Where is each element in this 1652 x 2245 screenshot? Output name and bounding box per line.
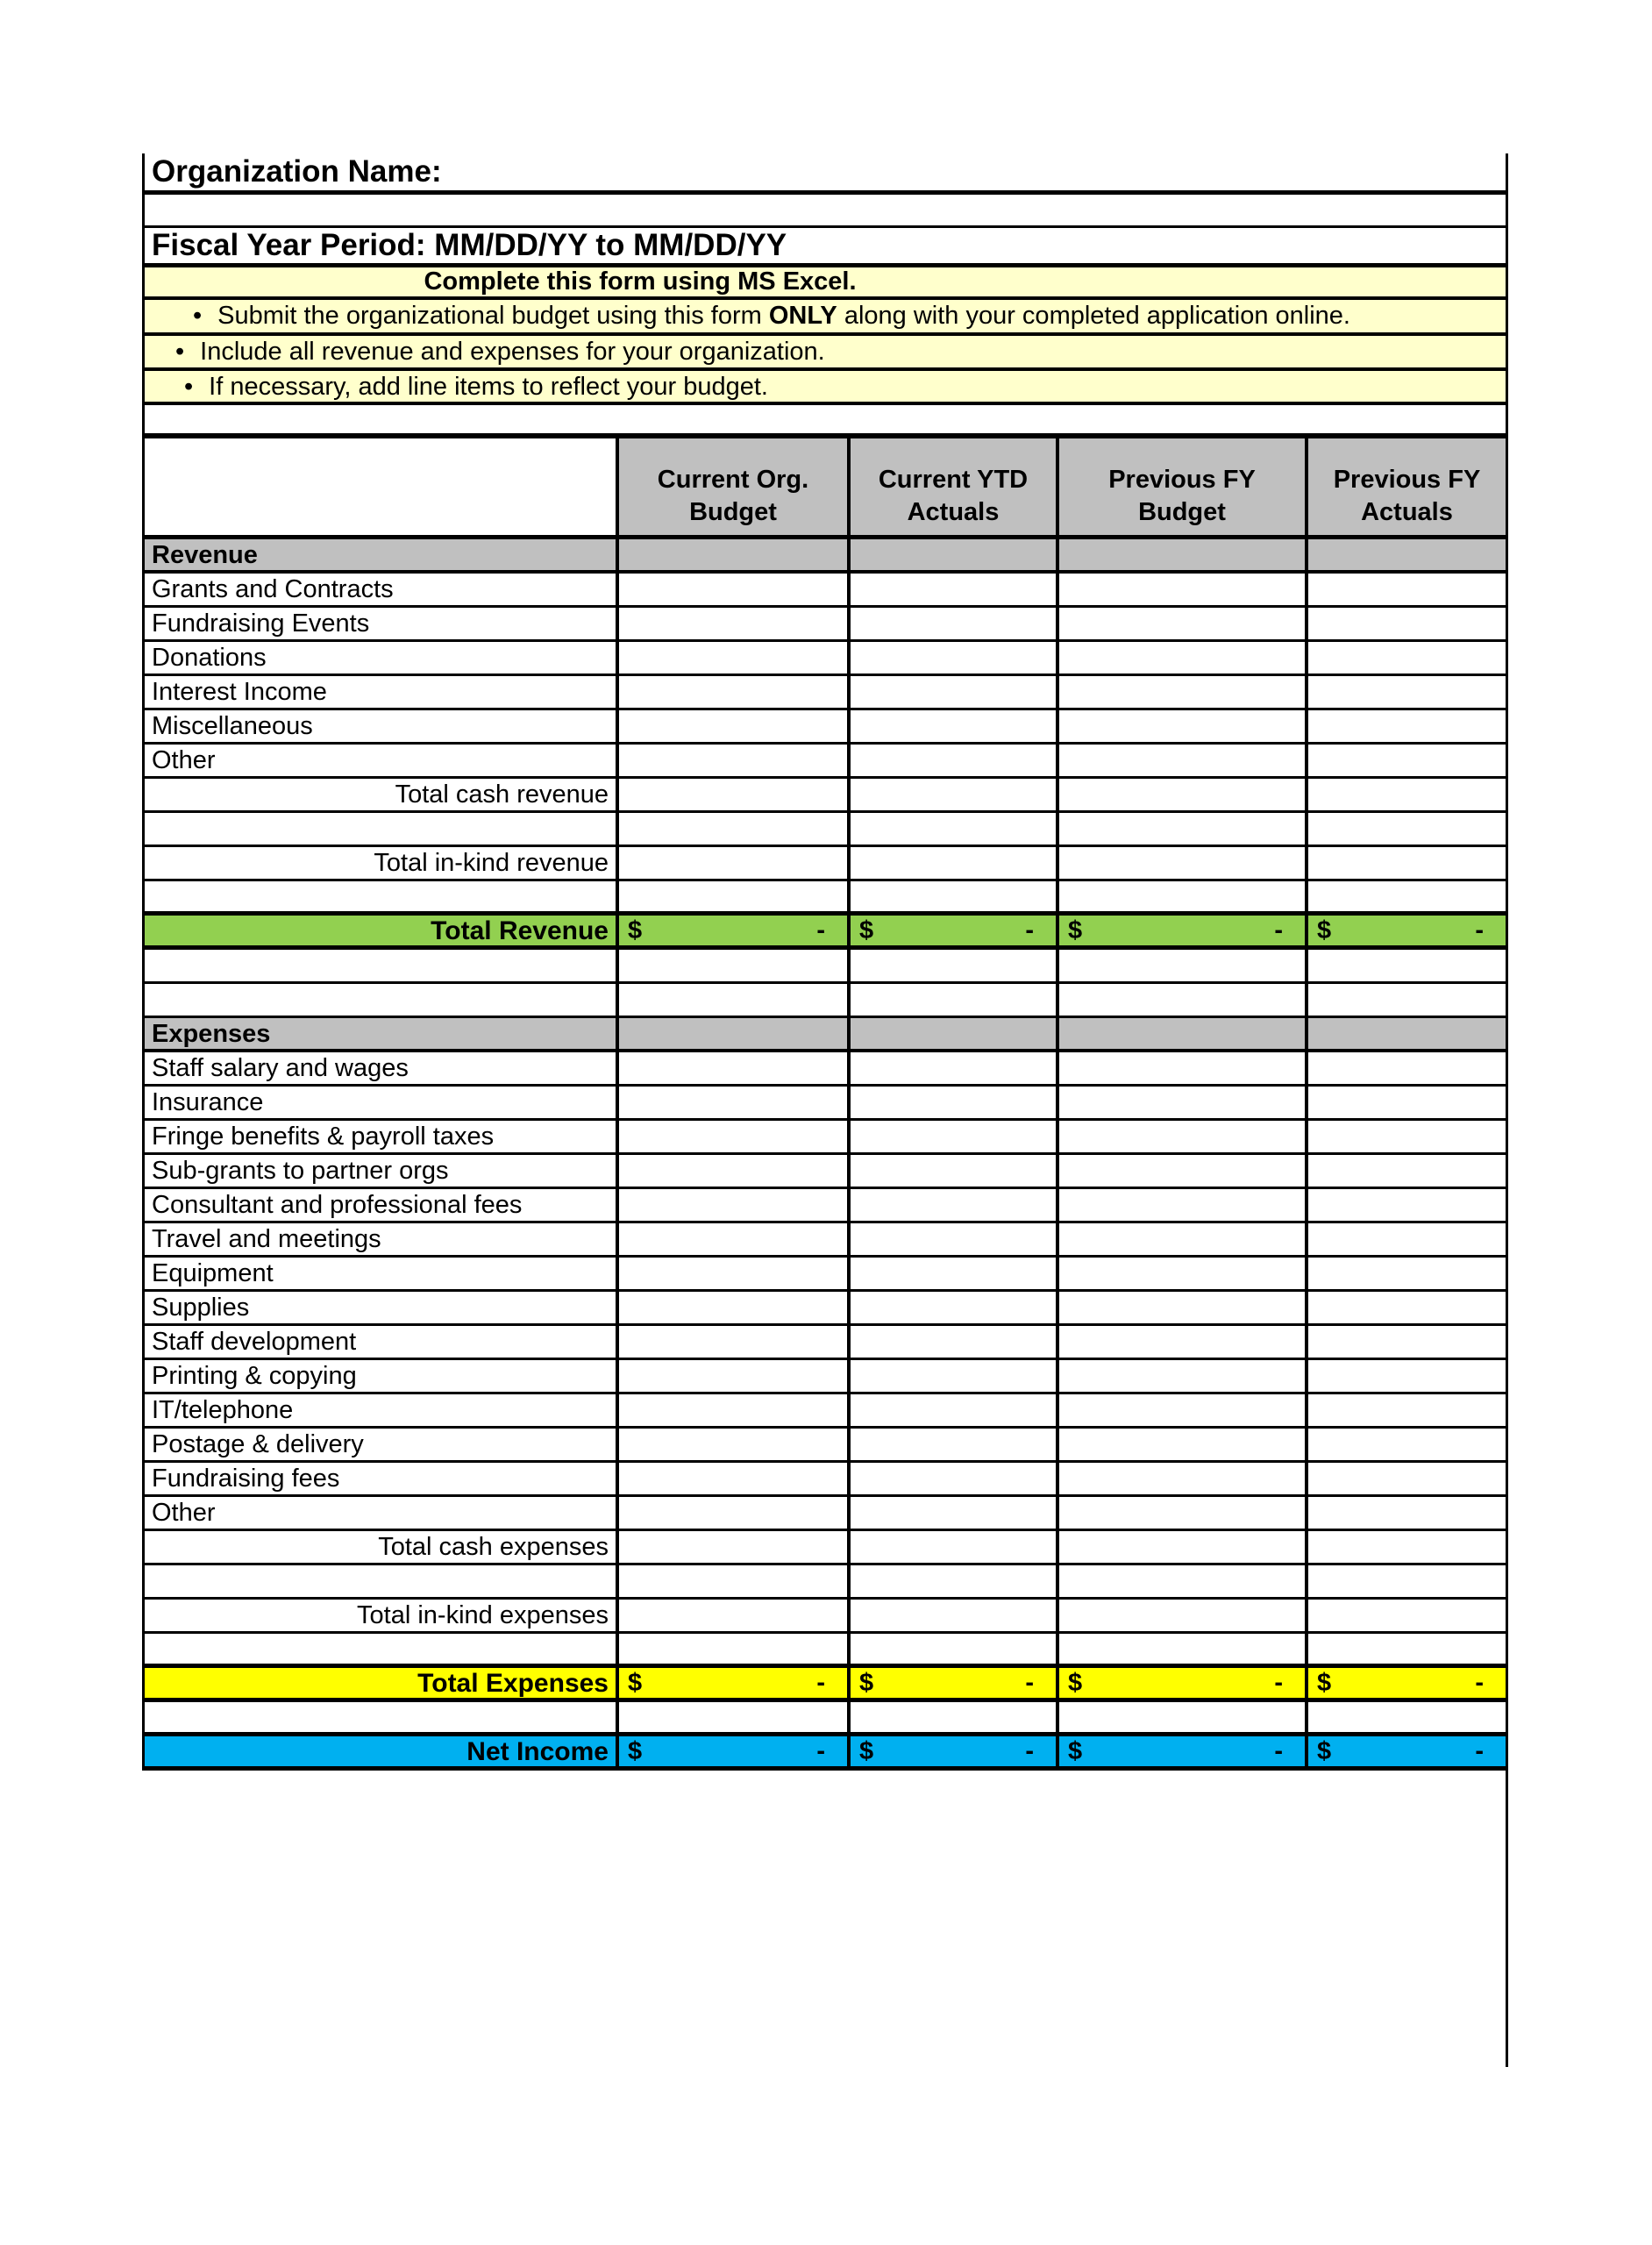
bullet-text: If necessary, add line items to reflect your budget. <box>209 373 768 401</box>
value-cell[interactable] <box>1056 1087 1305 1118</box>
empty-amount: - <box>1475 1736 1484 1765</box>
empty-amount: - <box>816 1668 825 1697</box>
expense-item-row <box>145 1223 1506 1258</box>
subtotal-label: Total in-kind revenue <box>374 849 609 877</box>
bullet-item <box>145 300 1506 332</box>
value-cell[interactable] <box>847 984 1056 1016</box>
row-label: Miscellaneous <box>152 712 313 740</box>
value-cell[interactable] <box>616 1497 847 1529</box>
section-cell <box>616 1018 847 1049</box>
bullet-icon: • <box>193 302 203 330</box>
row-label: Other <box>152 746 216 774</box>
value-cell[interactable] <box>847 642 1056 674</box>
currency-symbol: $ <box>1317 916 1332 944</box>
section-cell <box>616 539 847 570</box>
value-cell[interactable] <box>1305 642 1506 674</box>
value-cell[interactable] <box>1056 881 1305 911</box>
value-cell[interactable] <box>847 1360 1056 1392</box>
value-cell[interactable] <box>1056 608 1305 639</box>
revenue-section-row <box>145 539 1506 574</box>
section-cell <box>1056 1018 1305 1049</box>
total-revenue-row <box>145 916 1506 950</box>
total-expenses-row <box>145 1668 1506 1702</box>
row-label: Printing & copying <box>152 1362 357 1390</box>
value-cell[interactable] <box>1056 710 1305 742</box>
value-cell[interactable] <box>616 1292 847 1323</box>
blank-row <box>145 1634 1506 1668</box>
value-cell[interactable] <box>1056 1326 1305 1358</box>
empty-amount: - <box>1274 1736 1283 1765</box>
value-cell[interactable] <box>1305 1292 1506 1323</box>
value-cell[interactable] <box>847 1292 1056 1323</box>
value-cell[interactable] <box>1305 676 1506 708</box>
value-cell[interactable] <box>616 881 847 911</box>
header-current-ytd-actuals <box>847 438 1056 535</box>
header-line1: Current YTD <box>878 466 1029 494</box>
value-cell[interactable] <box>616 608 847 639</box>
subtotal-cell <box>1056 847 1305 879</box>
subtotal-label: Total in-kind expenses <box>357 1601 609 1629</box>
blank-cell <box>145 881 616 911</box>
value-cell[interactable] <box>847 881 1056 911</box>
row-label: Staff salary and wages <box>152 1054 409 1082</box>
value-cell[interactable] <box>1305 1087 1506 1118</box>
value-cell[interactable] <box>847 1258 1056 1289</box>
revenue-item-row <box>145 676 1506 710</box>
value-cell[interactable] <box>847 1326 1056 1358</box>
blank-row <box>145 813 1506 847</box>
currency-symbol: $ <box>1317 1736 1332 1765</box>
value-cell[interactable] <box>847 1497 1056 1529</box>
value-cell[interactable] <box>1056 950 1305 981</box>
bullet-icon: • <box>184 373 194 401</box>
value-cell[interactable] <box>1056 1394 1305 1426</box>
subtotal-cell <box>847 1600 1056 1631</box>
subtotal-cell <box>1305 779 1506 810</box>
expense-item-row <box>145 1189 1506 1223</box>
section-cell <box>847 539 1056 570</box>
value-cell[interactable] <box>1305 1497 1506 1529</box>
header-line2: Actuals <box>1361 498 1453 526</box>
value-cell[interactable] <box>847 1087 1056 1118</box>
subtotal-cell <box>847 847 1056 879</box>
bullet-icon: • <box>175 338 185 366</box>
subtotal-cell <box>616 847 847 879</box>
value-cell[interactable] <box>1056 574 1305 605</box>
value-cell[interactable] <box>1305 950 1506 981</box>
value-cell[interactable] <box>1305 1394 1506 1426</box>
row-label: Donations <box>152 644 267 672</box>
row-label: Other <box>152 1499 216 1527</box>
empty-amount: - <box>1475 916 1484 944</box>
value-cell[interactable] <box>1056 984 1305 1016</box>
value-cell[interactable] <box>847 813 1056 845</box>
header-line1: Previous FY <box>1108 466 1256 494</box>
value-cell[interactable] <box>616 745 847 776</box>
bullet-item <box>145 336 1506 367</box>
total-revenue-cell <box>1305 916 1506 945</box>
value-cell[interactable] <box>1056 1155 1305 1187</box>
value-cell[interactable] <box>616 1087 847 1118</box>
empty-amount: - <box>816 916 825 944</box>
value-cell[interactable] <box>1056 1189 1305 1221</box>
value-cell[interactable] <box>1305 1155 1506 1187</box>
right-edge-rule <box>1506 1771 1508 2067</box>
expense-item-row <box>145 1292 1506 1326</box>
total-revenue-cell <box>616 916 847 945</box>
value-cell[interactable] <box>1056 1565 1305 1597</box>
revenue-item-row <box>145 574 1506 608</box>
value-cell[interactable] <box>616 1052 847 1084</box>
value-cell[interactable] <box>847 1702 1056 1732</box>
value-cell[interactable] <box>847 1121 1056 1152</box>
column-header-row <box>145 438 1506 539</box>
total-expenses-cell <box>1056 1668 1305 1698</box>
section-cell <box>1305 1018 1506 1049</box>
subtotal-cell <box>847 779 1056 810</box>
value-cell[interactable] <box>616 1634 847 1664</box>
value-cell[interactable] <box>616 676 847 708</box>
value-cell[interactable] <box>616 1565 847 1597</box>
expense-item-row <box>145 1497 1506 1531</box>
blank-cell <box>145 1634 616 1664</box>
blank-row <box>145 984 1506 1018</box>
value-cell[interactable] <box>616 813 847 845</box>
expenses-section-row <box>145 1018 1506 1052</box>
value-cell[interactable] <box>847 1429 1056 1460</box>
value-cell[interactable] <box>1056 1052 1305 1084</box>
value-cell[interactable] <box>1305 1634 1506 1664</box>
value-cell[interactable] <box>1305 1429 1506 1460</box>
currency-symbol: $ <box>1317 1668 1332 1697</box>
currency-symbol: $ <box>859 1668 874 1697</box>
value-cell[interactable] <box>1056 1702 1305 1732</box>
bullet-text-pre: Submit the organizational budget using this form <box>217 302 769 330</box>
expense-item-row <box>145 1052 1506 1087</box>
expenses-section-label: Expenses <box>145 1018 616 1049</box>
total-revenue-cell <box>1056 916 1305 945</box>
revenue-item-row <box>145 745 1506 779</box>
expense-item-row <box>145 1087 1506 1121</box>
value-cell[interactable] <box>616 1360 847 1392</box>
value-cell[interactable] <box>1056 1292 1305 1323</box>
subtotal-cell <box>1305 847 1506 879</box>
subtotal-cash-revenue-row <box>145 779 1506 813</box>
value-cell[interactable] <box>1056 676 1305 708</box>
row-label: Sub-grants to partner orgs <box>152 1157 449 1185</box>
section-cell <box>1305 539 1506 570</box>
header-line1: Current Org. <box>657 466 809 494</box>
bullet-row-submit <box>145 300 1506 336</box>
value-cell[interactable] <box>616 574 847 605</box>
blank-cell <box>145 195 1506 225</box>
bullet-text-post: along with your completed application online. <box>837 302 1350 330</box>
blank-cell <box>145 1565 616 1597</box>
empty-amount: - <box>1274 916 1283 944</box>
bullet-row-include <box>145 336 1506 371</box>
blank-row <box>145 950 1506 984</box>
value-cell[interactable] <box>616 710 847 742</box>
blank-row[interactable] <box>145 405 1506 438</box>
row-label: Grants and Contracts <box>152 575 394 603</box>
value-cell[interactable] <box>1305 881 1506 911</box>
currency-symbol: $ <box>859 916 874 944</box>
value-cell[interactable] <box>1056 1463 1305 1494</box>
empty-amount: - <box>1274 1668 1283 1697</box>
row-label: Fundraising Events <box>152 609 370 638</box>
value-cell[interactable] <box>847 1052 1056 1084</box>
value-cell[interactable] <box>847 1463 1056 1494</box>
value-cell[interactable] <box>616 642 847 674</box>
header-previous-fy-actuals <box>1305 438 1506 535</box>
value-cell[interactable] <box>1305 1052 1506 1084</box>
empty-amount: - <box>1025 1668 1034 1697</box>
value-cell[interactable] <box>1056 1360 1305 1392</box>
expense-item-row <box>145 1326 1506 1360</box>
bullet-item <box>145 371 1506 402</box>
row-label: Fundraising fees <box>152 1465 340 1493</box>
header-spacer-cell <box>145 438 616 535</box>
value-cell[interactable] <box>847 710 1056 742</box>
empty-amount: - <box>1025 916 1034 944</box>
subtotal-cell <box>1056 1531 1305 1563</box>
instruction-note <box>145 267 1506 296</box>
value-cell[interactable] <box>616 1121 847 1152</box>
currency-symbol: $ <box>628 916 643 944</box>
blank-row[interactable] <box>145 195 1506 228</box>
value-cell[interactable] <box>1305 1360 1506 1392</box>
value-cell[interactable] <box>616 1394 847 1426</box>
expense-item-row <box>145 1121 1506 1155</box>
value-cell[interactable] <box>847 1155 1056 1187</box>
value-cell[interactable] <box>1305 745 1506 776</box>
row-label: Equipment <box>152 1259 274 1287</box>
value-cell[interactable] <box>1305 1326 1506 1358</box>
value-cell[interactable] <box>1056 1258 1305 1289</box>
expense-item-row <box>145 1463 1506 1497</box>
total-revenue-cell <box>847 916 1056 945</box>
bullet-text-bold: ONLY <box>768 302 837 330</box>
row-label: Interest Income <box>152 678 327 706</box>
subtotal-cell <box>616 779 847 810</box>
header-line1: Previous FY <box>1333 466 1481 494</box>
revenue-item-row <box>145 642 1506 676</box>
row-label: Fringe benefits & payroll taxes <box>152 1122 495 1151</box>
total-expenses-cell <box>847 1668 1056 1698</box>
value-cell[interactable] <box>616 984 847 1016</box>
subtotal-cash-expenses-row <box>145 1531 1506 1565</box>
total-expenses-cell <box>1305 1668 1506 1698</box>
header-current-org-budget <box>616 438 847 535</box>
header-line2: Actuals <box>907 498 1000 526</box>
currency-symbol: $ <box>1068 916 1083 944</box>
value-cell[interactable] <box>1056 1634 1305 1664</box>
revenue-item-row <box>145 608 1506 642</box>
value-cell[interactable] <box>1305 1463 1506 1494</box>
expense-item-row <box>145 1360 1506 1394</box>
row-label: Consultant and professional fees <box>152 1191 523 1219</box>
value-cell[interactable] <box>1056 1121 1305 1152</box>
section-cell <box>1056 539 1305 570</box>
subtotal-inkind-revenue-row <box>145 847 1506 881</box>
value-cell[interactable] <box>1305 1121 1506 1152</box>
budget-form-table <box>142 153 1508 1771</box>
instruction-note-text: Complete this form using MS Excel. <box>424 267 857 296</box>
blank-cell <box>145 950 616 981</box>
row-label: Supplies <box>152 1294 250 1322</box>
value-cell[interactable] <box>847 608 1056 639</box>
value-cell[interactable] <box>847 1189 1056 1221</box>
value-cell[interactable] <box>1056 642 1305 674</box>
row-label: Postage & delivery <box>152 1430 364 1458</box>
net-income-cell <box>847 1736 1056 1766</box>
net-income-label: Net Income <box>145 1736 616 1766</box>
currency-symbol: $ <box>628 1736 643 1765</box>
value-cell[interactable] <box>847 574 1056 605</box>
header-line2: Budget <box>689 498 777 526</box>
value-cell[interactable] <box>616 1258 847 1289</box>
revenue-item-row <box>145 710 1506 745</box>
subtotal-inkind-expenses-row <box>145 1600 1506 1634</box>
value-cell[interactable] <box>616 1702 847 1732</box>
value-cell[interactable] <box>1305 1702 1506 1732</box>
net-income-cell <box>1056 1736 1305 1766</box>
currency-symbol: $ <box>628 1668 643 1697</box>
value-cell[interactable] <box>847 1223 1056 1255</box>
value-cell[interactable] <box>616 1155 847 1187</box>
blank-row <box>145 1702 1506 1736</box>
row-label: Staff development <box>152 1328 357 1356</box>
subtotal-cell <box>616 1531 847 1563</box>
fiscal-year-row[interactable] <box>145 228 1506 267</box>
net-income-row <box>145 1736 1506 1771</box>
value-cell[interactable] <box>847 950 1056 981</box>
value-cell[interactable] <box>616 1463 847 1494</box>
value-cell[interactable] <box>1305 710 1506 742</box>
subtotal-cell <box>1056 779 1305 810</box>
bullet-row-if-necessary <box>145 371 1506 405</box>
subtotal-cell <box>1305 1531 1506 1563</box>
value-cell[interactable] <box>1305 1189 1506 1221</box>
subtotal-cell <box>1056 1600 1305 1631</box>
value-cell[interactable] <box>1305 608 1506 639</box>
value-cell[interactable] <box>1056 1497 1305 1529</box>
value-cell[interactable] <box>616 1326 847 1358</box>
value-cell[interactable] <box>1305 1223 1506 1255</box>
instruction-note-row <box>145 267 1506 300</box>
row-label: IT/telephone <box>152 1396 294 1424</box>
org-name-row[interactable] <box>145 153 1506 195</box>
value-cell[interactable] <box>616 1223 847 1255</box>
expense-item-row <box>145 1155 1506 1189</box>
value-cell[interactable] <box>847 745 1056 776</box>
subtotal-cell <box>847 1531 1056 1563</box>
value-cell[interactable] <box>1056 1223 1305 1255</box>
section-cell <box>847 1018 1056 1049</box>
expense-item-row <box>145 1429 1506 1463</box>
empty-amount: - <box>816 1736 825 1765</box>
header-line2: Budget <box>1138 498 1226 526</box>
revenue-section-label: Revenue <box>145 539 616 570</box>
value-cell[interactable] <box>1305 1258 1506 1289</box>
value-cell[interactable] <box>1056 1429 1305 1460</box>
subtotal-label: Total cash expenses <box>378 1533 609 1561</box>
total-expenses-label: Total Expenses <box>145 1668 616 1698</box>
expense-item-row <box>145 1258 1506 1292</box>
value-cell[interactable] <box>847 1634 1056 1664</box>
value-cell[interactable] <box>1305 813 1506 845</box>
blank-row <box>145 881 1506 916</box>
expense-item-row <box>145 1394 1506 1429</box>
blank-cell <box>145 984 616 1016</box>
value-cell[interactable] <box>1305 1565 1506 1597</box>
currency-symbol: $ <box>1068 1736 1083 1765</box>
empty-amount: - <box>1475 1668 1484 1697</box>
blank-cell <box>145 405 1506 433</box>
subtotal-cell <box>616 1600 847 1631</box>
org-name-label: Organization Name: <box>152 154 442 189</box>
subtotal-label: Total cash revenue <box>395 780 609 809</box>
empty-amount: - <box>1025 1736 1034 1765</box>
value-cell[interactable] <box>1056 745 1305 776</box>
blank-row <box>145 1565 1506 1600</box>
currency-symbol: $ <box>1068 1668 1083 1697</box>
value-cell[interactable] <box>847 1394 1056 1426</box>
value-cell[interactable] <box>847 1565 1056 1597</box>
bullet-text: Include all revenue and expenses for your organization. <box>200 338 825 366</box>
value-cell[interactable] <box>616 950 847 981</box>
value-cell[interactable] <box>847 676 1056 708</box>
total-expenses-cell <box>616 1668 847 1698</box>
header-previous-fy-budget <box>1056 438 1305 535</box>
row-label: Insurance <box>152 1088 264 1116</box>
net-income-cell <box>616 1736 847 1766</box>
value-cell[interactable] <box>1305 984 1506 1016</box>
blank-cell <box>145 1702 616 1732</box>
value-cell[interactable] <box>1056 813 1305 845</box>
blank-cell <box>145 813 616 845</box>
value-cell[interactable] <box>1305 574 1506 605</box>
subtotal-cell <box>1305 1600 1506 1631</box>
net-income-cell <box>1305 1736 1506 1766</box>
total-revenue-label: Total Revenue <box>145 916 616 945</box>
value-cell[interactable] <box>616 1429 847 1460</box>
row-label: Travel and meetings <box>152 1225 381 1253</box>
fiscal-year-label: Fiscal Year Period: MM/DD/YY to MM/DD/YY <box>152 228 787 262</box>
value-cell[interactable] <box>616 1189 847 1221</box>
currency-symbol: $ <box>859 1736 874 1765</box>
